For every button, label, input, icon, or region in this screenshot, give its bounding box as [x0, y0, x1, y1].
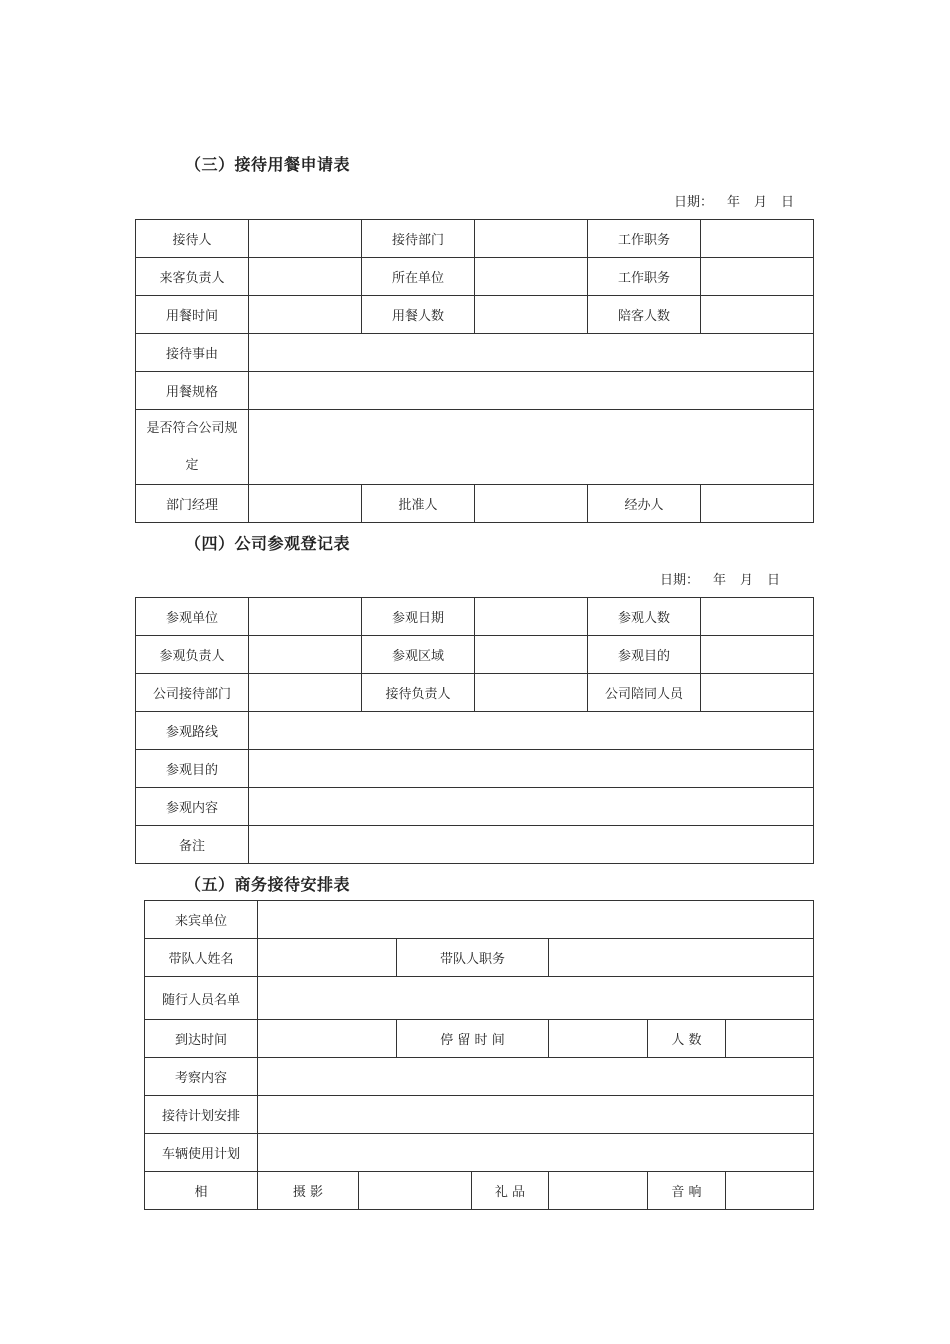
- field-visit-date[interactable]: [475, 598, 588, 636]
- field-team-leader-title[interactable]: [549, 939, 814, 977]
- field-visit-area[interactable]: [475, 636, 588, 674]
- label-audio: 音 响: [648, 1172, 726, 1210]
- label-arrival-time: 到达时间: [145, 1020, 258, 1058]
- field-reception-plan[interactable]: [258, 1096, 814, 1134]
- field-companion-count[interactable]: [701, 296, 814, 334]
- field-visit-purpose[interactable]: [701, 636, 814, 674]
- label-handler: 经办人: [588, 485, 701, 523]
- label-guest-unit: 所在单位: [362, 258, 475, 296]
- date-day: 日: [781, 195, 795, 210]
- label-reception-leader: 接待负责人: [362, 674, 475, 712]
- field-visit-purpose-2[interactable]: [249, 750, 814, 788]
- field-job-title[interactable]: [701, 220, 814, 258]
- field-meal-standard[interactable]: [249, 372, 814, 410]
- label-dept-manager: 部门经理: [136, 485, 249, 523]
- field-stay-duration[interactable]: [549, 1020, 648, 1058]
- field-approver[interactable]: [475, 485, 588, 523]
- label-team-leader-title: 带队人职务: [397, 939, 549, 977]
- label-team-leader-name: 带队人姓名: [145, 939, 258, 977]
- label-policy-compliance: 是否符合公司规定: [136, 410, 249, 485]
- label-reception-reason: 接待事由: [136, 334, 249, 372]
- date-label: 日期：: [674, 195, 714, 210]
- label-visit-date: 参观日期: [362, 598, 475, 636]
- field-team-leader-name[interactable]: [258, 939, 397, 977]
- date-year: 年: [713, 573, 727, 588]
- date-day: 日: [767, 573, 781, 588]
- field-guest-leader[interactable]: [249, 258, 362, 296]
- label-visit-purpose-2: 参观目的: [136, 750, 249, 788]
- visit-registration-table: [135, 597, 814, 864]
- label-headcount: 人 数: [648, 1020, 726, 1058]
- label-photography: 摄 影: [258, 1172, 359, 1210]
- label-guest-leader: 来客负责人: [136, 258, 249, 296]
- field-guest-unit[interactable]: [475, 258, 588, 296]
- date-month: 月: [754, 195, 768, 210]
- business-reception-table: [144, 900, 814, 1210]
- label-stay-duration: 停 留 时 间: [397, 1020, 549, 1058]
- field-company-escorts[interactable]: [701, 674, 814, 712]
- field-gifts[interactable]: [549, 1172, 648, 1210]
- date-month: 月: [740, 573, 754, 588]
- label-company-reception-dept: 公司接待部门: [136, 674, 249, 712]
- field-remarks[interactable]: [249, 826, 814, 864]
- field-diner-count[interactable]: [475, 296, 588, 334]
- date-label: 日期：: [660, 573, 700, 588]
- section5-title: （五）商务接待安排表: [185, 875, 351, 894]
- field-audio[interactable]: [726, 1172, 814, 1210]
- label-diner-count: 用餐人数: [362, 296, 475, 334]
- label-company-escorts: 公司陪同人员: [588, 674, 701, 712]
- label-reception-plan: 接待计划安排: [145, 1096, 258, 1134]
- field-policy-compliance[interactable]: [249, 410, 814, 485]
- field-reception-leader[interactable]: [475, 674, 588, 712]
- field-visit-content[interactable]: [249, 788, 814, 826]
- field-dept-manager[interactable]: [249, 485, 362, 523]
- field-photography[interactable]: [359, 1172, 472, 1210]
- section4-date-line: [660, 569, 780, 588]
- field-meal-time[interactable]: [249, 296, 362, 334]
- label-inspection-content: 考察内容: [145, 1058, 258, 1096]
- field-inspection-content[interactable]: [258, 1058, 814, 1096]
- label-visitor-count: 参观人数: [588, 598, 701, 636]
- label-visit-content: 参观内容: [136, 788, 249, 826]
- label-gifts: 礼 品: [472, 1172, 549, 1210]
- field-visit-leader[interactable]: [249, 636, 362, 674]
- label-companion-count: 陪客人数: [588, 296, 701, 334]
- section3-title: （三）接待用餐申请表: [185, 155, 351, 174]
- label-receiver: 接待人: [136, 220, 249, 258]
- label-visit-leader: 参观负责人: [136, 636, 249, 674]
- field-visit-route[interactable]: [249, 712, 814, 750]
- label-approver: 批准人: [362, 485, 475, 523]
- label-job-title: 工作职务: [588, 220, 701, 258]
- field-vehicle-plan[interactable]: [258, 1134, 814, 1172]
- label-visit-unit: 参观单位: [136, 598, 249, 636]
- label-guest-company: 来宾单位: [145, 901, 258, 939]
- field-reception-reason[interactable]: [249, 334, 814, 372]
- field-receiving-dept[interactable]: [475, 220, 588, 258]
- field-headcount[interactable]: [726, 1020, 814, 1058]
- label-vehicle-plan: 车辆使用计划: [145, 1134, 258, 1172]
- field-receiver[interactable]: [249, 220, 362, 258]
- field-guest-job-title[interactable]: [701, 258, 814, 296]
- label-remarks: 备注: [136, 826, 249, 864]
- label-meal-standard: 用餐规格: [136, 372, 249, 410]
- field-visit-unit[interactable]: [249, 598, 362, 636]
- date-year: 年: [727, 195, 741, 210]
- field-arrival-time[interactable]: [258, 1020, 397, 1058]
- label-visit-area: 参观区域: [362, 636, 475, 674]
- label-meal-time: 用餐时间: [136, 296, 249, 334]
- label-entourage-list: 随行人员名单: [145, 977, 258, 1020]
- section3-date-line: [674, 191, 794, 210]
- meal-application-table: [135, 219, 814, 523]
- label-visit-route: 参观路线: [136, 712, 249, 750]
- label-visit-purpose: 参观目的: [588, 636, 701, 674]
- field-visitor-count[interactable]: [701, 598, 814, 636]
- label-receiving-dept: 接待部门: [362, 220, 475, 258]
- field-guest-company[interactable]: [258, 901, 814, 939]
- field-entourage-list[interactable]: [258, 977, 814, 1020]
- field-company-reception-dept[interactable]: [249, 674, 362, 712]
- label-guest-job-title: 工作职务: [588, 258, 701, 296]
- section4-title: （四）公司参观登记表: [185, 534, 351, 553]
- label-related: 相: [145, 1172, 258, 1210]
- field-handler[interactable]: [701, 485, 814, 523]
